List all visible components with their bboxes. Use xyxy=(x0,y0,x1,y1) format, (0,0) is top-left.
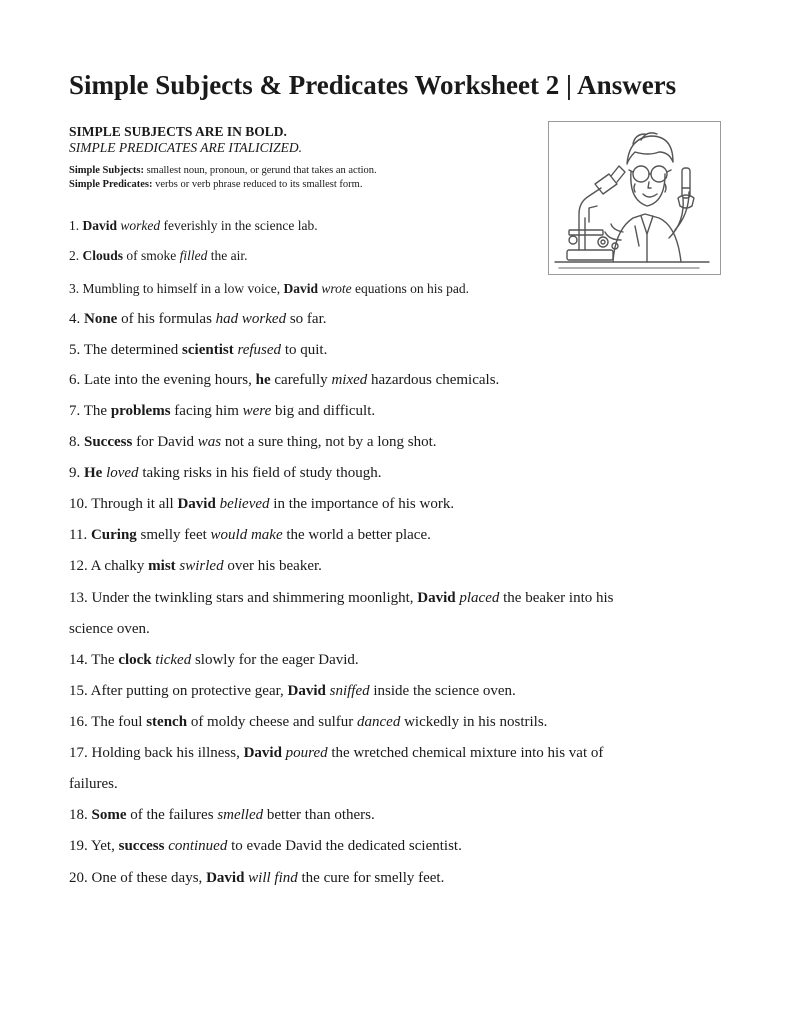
sentence-number: 19. xyxy=(69,838,88,854)
sentence-11: 11. Curing smelly feet would make the world a better place. xyxy=(69,527,431,543)
simple-subject: he xyxy=(255,372,271,388)
simple-subject: David xyxy=(82,218,118,233)
simple-predicate: continued xyxy=(168,838,228,854)
simple-subject: Curing xyxy=(90,527,137,543)
simple-subject: David xyxy=(287,683,326,699)
simple-subject: clock xyxy=(118,652,152,668)
simple-subject: David xyxy=(283,281,318,296)
sentence-number: 8. xyxy=(69,434,81,450)
sentence-number: 16. xyxy=(69,714,88,730)
scientist-with-microscope-icon xyxy=(549,122,720,274)
instruction-bold-note: SIMPLE SUBJECTS ARE IN BOLD. xyxy=(69,124,287,139)
sentence-18: 18. Some of the failures smelled better than others. xyxy=(69,807,375,823)
instructions xyxy=(69,124,539,192)
sentence-13-continued: science oven. xyxy=(69,621,150,637)
sentence-number: 12. xyxy=(69,558,88,574)
sentence-number: 9. xyxy=(69,465,81,481)
simple-subject: None xyxy=(84,311,118,327)
simple-subject: Success xyxy=(84,434,133,450)
simple-subject: stench xyxy=(146,714,188,730)
sentence-number: 18. xyxy=(69,807,88,823)
sentence-number: 15. xyxy=(69,683,88,699)
simple-subject: Some xyxy=(91,807,127,823)
subjects-text: smallest noun, pronoun, or gerund that takes an action. xyxy=(143,165,377,176)
sentence-number: 13. xyxy=(69,590,88,606)
simple-subject: David xyxy=(206,870,245,886)
simple-predicate: loved xyxy=(106,465,139,481)
subjects-definition xyxy=(69,164,539,178)
simple-predicate: mixed xyxy=(331,372,368,388)
sentence-16: 16. The foul stench of moldy cheese and sulfur danced wickedly in his nostrils. xyxy=(69,714,548,730)
sentence-2: 2. Clouds of smoke filled the air. xyxy=(69,248,248,263)
sentence-number: 20. xyxy=(69,870,88,886)
simple-predicate: filled xyxy=(179,248,208,263)
instruction-italic-note: SIMPLE PREDICATES ARE ITALICIZED. xyxy=(69,140,302,155)
predicates-definition xyxy=(69,178,539,192)
sentence-12: 12. A chalky mist swirled over his beaker. xyxy=(69,558,322,574)
sentence-17-continued: failures. xyxy=(69,776,118,792)
sentence-7: 7. The problems facing him were big and difficult. xyxy=(69,403,376,419)
sentence-14: 14. The clock ticked slowly for the eager David. xyxy=(69,652,359,668)
simple-subject: David xyxy=(243,745,282,761)
sentence-number: 3. xyxy=(69,281,80,296)
simple-predicate: would make xyxy=(210,527,283,543)
sentence-number: 1. xyxy=(69,218,80,233)
sentence-number: 11. xyxy=(69,527,88,543)
predicates-text: verbs or verb phrase reduced to its smallest form. xyxy=(152,179,363,190)
sentence-number: 5. xyxy=(69,342,81,358)
sentence-8: 8. Success for David was not a sure thing, not by a long shot. xyxy=(69,434,437,450)
sentence-number: 10. xyxy=(69,496,88,512)
simple-predicate: ticked xyxy=(155,652,192,668)
simple-predicate: wrote xyxy=(321,281,352,296)
simple-predicate: will find xyxy=(248,870,298,886)
simple-predicate: swirled xyxy=(179,558,224,574)
sentence-number: 2. xyxy=(69,248,80,263)
simple-predicate: worked xyxy=(120,218,161,233)
scientist-illustration xyxy=(548,121,721,275)
sentence-19: 19. Yet, success continued to evade David the dedicated scientist. xyxy=(69,838,462,854)
sentence-6: 6. Late into the evening hours, he carefully mixed hazardous chemicals. xyxy=(69,372,500,388)
simple-subject: mist xyxy=(148,558,176,574)
sentence-1: 1. David worked feverishly in the science lab. xyxy=(69,218,318,233)
sentence-4: 4. None of his formulas had worked so far. xyxy=(69,311,327,327)
simple-predicate: sniffed xyxy=(329,683,370,699)
simple-predicate: believed xyxy=(219,496,270,512)
simple-predicate: placed xyxy=(459,590,500,606)
sentence-17: 17. Holding back his illness, David poured the wretched chemical mixture into his vat of xyxy=(69,745,604,761)
simple-subject: success xyxy=(118,838,165,854)
sentence-3: 3. Mumbling to himself in a low voice, David wrote equations on his pad. xyxy=(69,281,469,296)
sentence-10: 10. Through it all David believed in the importance of his work. xyxy=(69,496,455,512)
simple-subject: scientist xyxy=(182,342,234,358)
simple-predicate: danced xyxy=(357,714,401,730)
sentence-13: 13. Under the twinkling stars and shimmering moonlight, David placed the beaker into his xyxy=(69,590,614,606)
simple-subject: problems xyxy=(110,403,171,419)
simple-predicate: refused xyxy=(237,342,282,358)
simple-subject: Clouds xyxy=(82,248,124,263)
simple-subject: David xyxy=(417,590,456,606)
sentence-number: 6. xyxy=(69,372,81,388)
sentence-20: 20. One of these days, David will find the cure for smelly feet. xyxy=(69,870,445,886)
simple-predicate: had worked xyxy=(215,311,287,327)
simple-predicate: were xyxy=(242,403,272,419)
predicates-label: Simple Predicates: xyxy=(69,179,153,190)
simple-subject: He xyxy=(84,465,103,481)
sentence-number: 7. xyxy=(69,403,81,419)
sentence-9: 9. He loved taking risks in his field of study though. xyxy=(69,465,382,481)
sentence-15: 15. After putting on protective gear, David sniffed inside the science oven. xyxy=(69,683,516,699)
subjects-label: Simple Subjects: xyxy=(69,165,144,176)
sentence-number: 14. xyxy=(69,652,88,668)
sentence-number: 17. xyxy=(69,745,88,761)
simple-predicate: poured xyxy=(285,745,328,761)
simple-predicate: smelled xyxy=(217,807,264,823)
sentence-5: 5. The determined scientist refused to quit. xyxy=(69,342,328,358)
sentence-number: 4. xyxy=(69,311,81,327)
simple-subject: David xyxy=(177,496,216,512)
page-title: Simple Subjects & Predicates Worksheet 2 | Answers xyxy=(69,70,677,100)
simple-predicate: was xyxy=(197,434,222,450)
